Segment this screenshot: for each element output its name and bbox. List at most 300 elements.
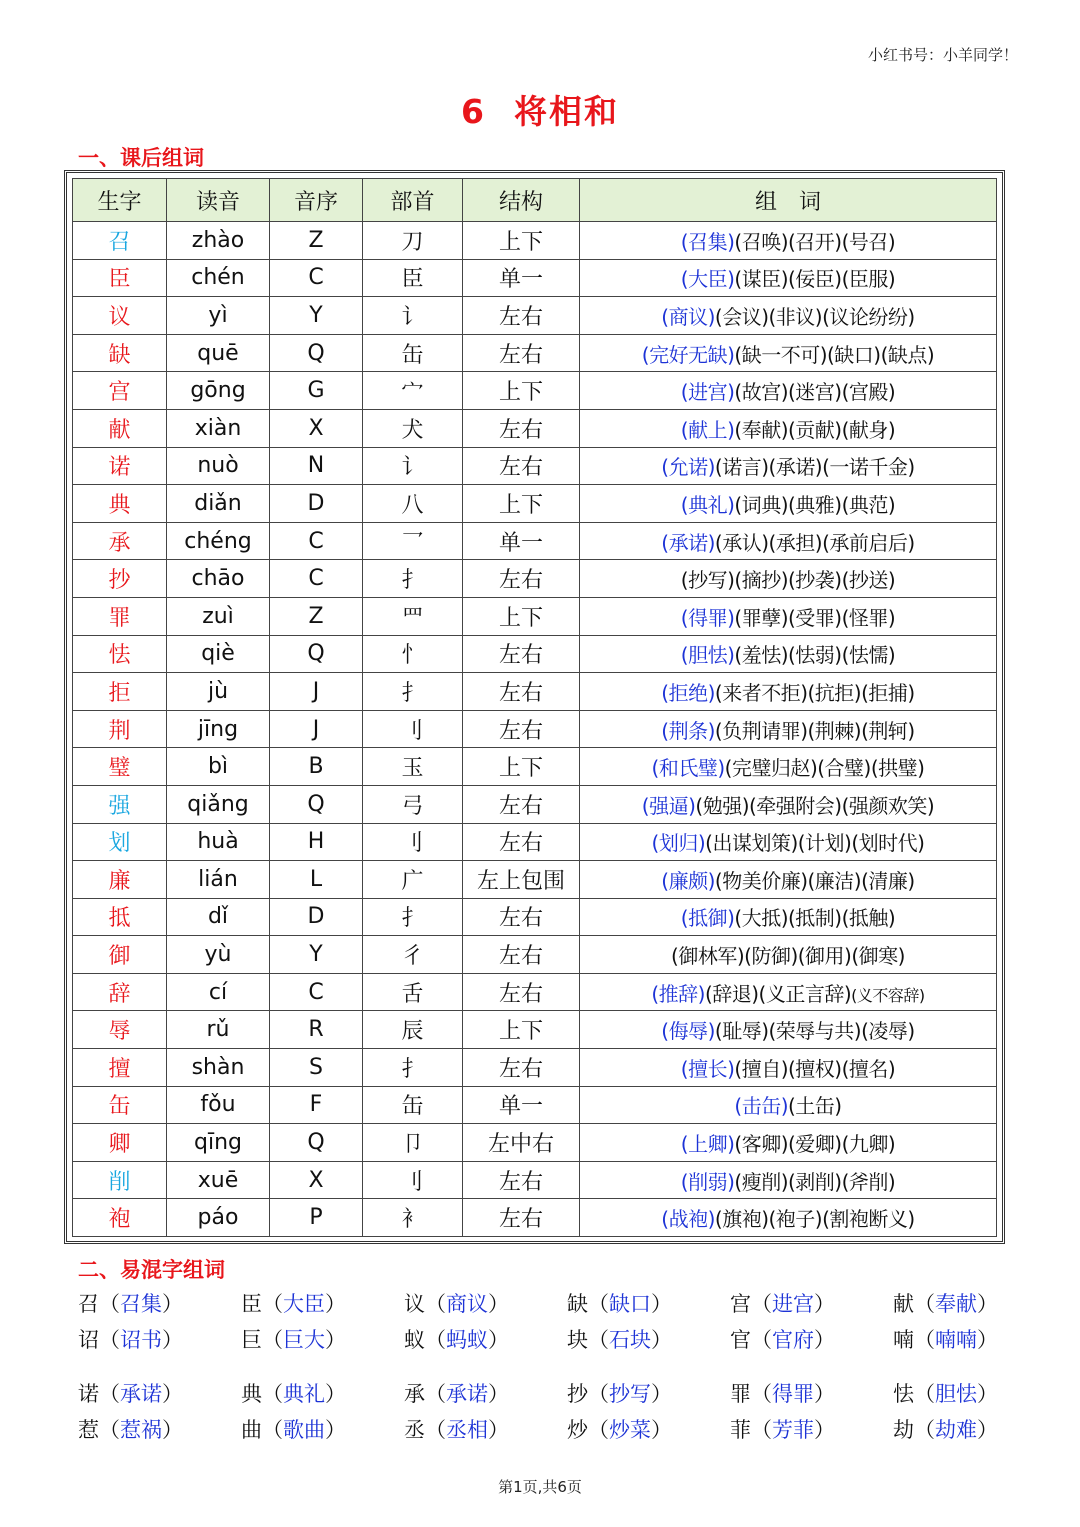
key-word: (擅长) — [680, 1056, 735, 1081]
paren-close: ） — [325, 1328, 346, 1352]
cell-structure: 左右 — [463, 447, 580, 485]
section-heading-2: 二、易混字组词 — [78, 1258, 225, 1282]
paren-open: （ — [751, 1328, 772, 1352]
paren-close: ） — [488, 1418, 509, 1442]
paren-close: ） — [162, 1292, 183, 1316]
cell-char: 召 — [73, 222, 167, 260]
other-words: (承认)(承担)(承前启后) — [714, 530, 915, 555]
cell-char: 献 — [73, 409, 167, 447]
cell-sequence: X — [270, 409, 363, 447]
cell-pinyin: páo — [167, 1199, 270, 1237]
paren-close: ） — [814, 1292, 835, 1316]
paren-close: ） — [977, 1382, 998, 1406]
cell-radical: 刀 — [363, 222, 463, 260]
cell-structure: 左右 — [463, 823, 580, 861]
cell-words — [580, 1124, 997, 1162]
paren-open: （ — [99, 1418, 120, 1442]
other-words: (会议)(非议)(议论纷纷) — [714, 304, 915, 329]
cell-pinyin: qiè — [167, 635, 270, 673]
other-words: (瘦削)(剥削)(斧削) — [734, 1169, 896, 1194]
cell-words — [580, 409, 997, 447]
confusable-word: 召集 — [120, 1292, 162, 1316]
cell-structure: 左右 — [463, 710, 580, 748]
page-footer: 第1页,共6页 — [498, 1478, 582, 1496]
cell-char: 削 — [73, 1161, 167, 1199]
cell-structure: 左右 — [463, 1161, 580, 1199]
other-words: (土缶) — [788, 1094, 842, 1119]
confusable-word: 抄写 — [609, 1382, 651, 1406]
table-row — [73, 222, 997, 260]
cell-sequence: S — [270, 1049, 363, 1087]
cell-sequence: G — [270, 372, 363, 410]
key-word: (侮辱) — [661, 1019, 715, 1044]
cell-pinyin: yì — [167, 297, 270, 335]
confusable-item — [893, 1286, 1056, 1322]
confusable-item — [730, 1412, 893, 1448]
cell-radical: 弓 — [363, 785, 463, 823]
cell-pinyin: chén — [167, 259, 270, 297]
confusable-word: 商议 — [446, 1292, 488, 1316]
confusable-word: 歌曲 — [283, 1418, 325, 1442]
other-words: (擅自)(擅权)(擅名) — [734, 1056, 896, 1081]
header-pinyin: 读音 — [167, 179, 270, 222]
confusable-word: 蚂蚁 — [446, 1328, 488, 1352]
confusable-item — [404, 1286, 567, 1322]
confusable-word: 承诺 — [120, 1382, 162, 1406]
confusable-char: 宫 — [730, 1292, 751, 1316]
paren-close: ） — [325, 1292, 346, 1316]
cell-radical: 乛 — [363, 522, 463, 560]
key-word: (得罪) — [680, 605, 735, 630]
cell-pinyin: fǒu — [167, 1086, 270, 1124]
paren-open: （ — [588, 1292, 609, 1316]
cell-radical: 衤 — [363, 1199, 463, 1237]
paren-open: （ — [99, 1328, 120, 1352]
header-char: 生字 — [73, 179, 167, 222]
confusable-char: 菲 — [730, 1418, 751, 1442]
confusable-char: 块 — [567, 1328, 588, 1352]
cell-structure: 单一 — [463, 522, 580, 560]
confusable-item — [893, 1322, 1056, 1358]
other-words: (耻辱)(荣辱与共)(凌辱) — [714, 1019, 915, 1044]
table-row — [73, 560, 997, 598]
confusable-word: 得罪 — [772, 1382, 814, 1406]
paren-close: ） — [488, 1382, 509, 1406]
cell-sequence: D — [270, 898, 363, 936]
table-row — [73, 1011, 997, 1049]
vocab-table-frame — [64, 170, 1005, 1244]
paren-close: ） — [162, 1418, 183, 1442]
cell-structure: 左右 — [463, 1199, 580, 1237]
table-row — [73, 748, 997, 786]
confusable-word: 丞相 — [446, 1418, 488, 1442]
other-words: (诺言)(承诺)(一诺千金) — [714, 455, 915, 480]
cell-radical: 广 — [363, 861, 463, 899]
table-row — [73, 297, 997, 335]
confusable-char: 献 — [893, 1292, 914, 1316]
cell-words — [580, 334, 997, 372]
confusable-char: 巨 — [241, 1328, 262, 1352]
paren-close: ） — [162, 1328, 183, 1352]
confusable-group-1 — [78, 1286, 1018, 1358]
cell-char: 缺 — [73, 334, 167, 372]
cell-radical: 讠 — [363, 297, 463, 335]
paren-close: ） — [651, 1292, 672, 1316]
confusable-char: 召 — [78, 1292, 99, 1316]
other-words: (奉献)(贡献)(献身) — [734, 417, 896, 442]
cell-words — [580, 748, 997, 786]
table-row — [73, 447, 997, 485]
confusable-item — [567, 1322, 730, 1358]
cell-char: 擅 — [73, 1049, 167, 1087]
table-row — [73, 936, 997, 974]
cell-structure: 左右 — [463, 560, 580, 598]
confusable-word: 胆怯 — [935, 1382, 977, 1406]
cell-radical: 罒 — [363, 597, 463, 635]
paren-open: （ — [751, 1292, 772, 1316]
confusable-item — [78, 1322, 241, 1358]
small-word: (义不容辞) — [851, 985, 925, 1005]
cell-sequence: Q — [270, 334, 363, 372]
confusable-group-2 — [78, 1376, 1018, 1448]
cell-pinyin: jīng — [167, 710, 270, 748]
cell-char: 荆 — [73, 710, 167, 748]
table-row — [73, 861, 997, 899]
confusable-char: 缺 — [567, 1292, 588, 1316]
cell-structure: 左右 — [463, 936, 580, 974]
key-word: (削弱) — [680, 1169, 735, 1194]
cell-char: 辞 — [73, 973, 167, 1011]
cell-sequence: Q — [270, 785, 363, 823]
cell-radical: 八 — [363, 485, 463, 523]
cell-words — [580, 861, 997, 899]
confusable-item — [730, 1286, 893, 1322]
cell-structure: 左右 — [463, 785, 580, 823]
other-words: (大抵)(抵制)(抵触) — [734, 906, 896, 931]
cell-char: 廉 — [73, 861, 167, 899]
cell-sequence: Q — [270, 1124, 363, 1162]
confusable-word: 劫难 — [935, 1418, 977, 1442]
paren-open: （ — [425, 1328, 446, 1352]
paren-close: ） — [814, 1418, 835, 1442]
cell-char: 承 — [73, 522, 167, 560]
cell-structure: 左右 — [463, 673, 580, 711]
table-row — [73, 334, 997, 372]
cell-structure: 左右 — [463, 297, 580, 335]
vocab-table — [72, 178, 997, 1237]
cell-radical: 玉 — [363, 748, 463, 786]
table-row — [73, 1199, 997, 1237]
cell-structure: 上下 — [463, 485, 580, 523]
cell-words — [580, 560, 997, 598]
key-word: (召集) — [680, 229, 735, 254]
paren-open: （ — [751, 1382, 772, 1406]
cell-char: 卿 — [73, 1124, 167, 1162]
cell-char: 划 — [73, 823, 167, 861]
confusable-item — [567, 1412, 730, 1448]
cell-sequence: Z — [270, 222, 363, 260]
paren-open: （ — [914, 1382, 935, 1406]
header-words: 组 词 — [580, 179, 997, 222]
confusable-char: 诺 — [78, 1382, 99, 1406]
cell-pinyin: qiǎng — [167, 785, 270, 823]
cell-radical: 臣 — [363, 259, 463, 297]
paren-close: ） — [488, 1292, 509, 1316]
cell-radical: 犬 — [363, 409, 463, 447]
other-words: (来者不拒)(抗拒)(拒捕) — [714, 680, 915, 705]
cell-words — [580, 1011, 997, 1049]
confusable-char: 典 — [241, 1382, 262, 1406]
cell-structure: 左上包围 — [463, 861, 580, 899]
other-words: (负荆请罪)(荆棘)(荆轲) — [714, 718, 915, 743]
other-words: (罪孽)(受罪)(怪罪) — [734, 605, 896, 630]
paren-close: ） — [814, 1382, 835, 1406]
confusable-word: 进宫 — [772, 1292, 814, 1316]
cell-words — [580, 1049, 997, 1087]
confusable-char: 抄 — [567, 1382, 588, 1406]
key-word: (大臣) — [680, 267, 735, 292]
cell-pinyin: jù — [167, 673, 270, 711]
cell-radical: 刂 — [363, 1161, 463, 1199]
cell-pinyin: chāo — [167, 560, 270, 598]
cell-words — [580, 823, 997, 861]
paren-open: （ — [914, 1418, 935, 1442]
confusable-word: 石块 — [609, 1328, 651, 1352]
paren-close: ） — [977, 1292, 998, 1316]
cell-structure: 左右 — [463, 898, 580, 936]
cell-radical: 扌 — [363, 673, 463, 711]
cell-char: 典 — [73, 485, 167, 523]
cell-char: 辱 — [73, 1011, 167, 1049]
paren-open: （ — [914, 1328, 935, 1352]
confusable-item — [241, 1376, 404, 1412]
table-row — [73, 1086, 997, 1124]
key-word: (允诺) — [661, 455, 715, 480]
cell-pinyin: nuò — [167, 447, 270, 485]
cell-char: 臣 — [73, 259, 167, 297]
cell-pinyin: xuē — [167, 1161, 270, 1199]
confusable-char: 怯 — [893, 1382, 914, 1406]
cell-char: 璧 — [73, 748, 167, 786]
cell-radical: 卩 — [363, 1124, 463, 1162]
cell-words — [580, 372, 997, 410]
cell-structure: 上下 — [463, 372, 580, 410]
cell-char: 拒 — [73, 673, 167, 711]
cell-radical: 扌 — [363, 560, 463, 598]
other-words: (辞退)(义正言辞) — [704, 981, 852, 1006]
table-row — [73, 485, 997, 523]
cell-structure: 左中右 — [463, 1124, 580, 1162]
key-word: (上卿) — [680, 1132, 735, 1157]
cell-structure: 左右 — [463, 1049, 580, 1087]
confusable-char: 臣 — [241, 1292, 262, 1316]
cell-pinyin: dǐ — [167, 898, 270, 936]
confusable-char: 蚁 — [404, 1328, 425, 1352]
confusable-char: 喃 — [893, 1328, 914, 1352]
paren-open: （ — [262, 1292, 283, 1316]
cell-pinyin: gōng — [167, 372, 270, 410]
cell-sequence: F — [270, 1086, 363, 1124]
confusable-item — [241, 1412, 404, 1448]
key-word: (拒绝) — [661, 680, 715, 705]
cell-words — [580, 259, 997, 297]
other-words: (旗袍)(袍子)(割袍断义) — [714, 1207, 915, 1232]
cell-char: 怯 — [73, 635, 167, 673]
confusable-item — [893, 1376, 1056, 1412]
account-label: 小红书号：小羊同学！ — [867, 46, 1018, 64]
cell-sequence: Q — [270, 635, 363, 673]
cell-char: 强 — [73, 785, 167, 823]
table-row — [73, 597, 997, 635]
other-words: (谋臣)(佞臣)(臣服) — [734, 267, 896, 292]
table-row — [73, 1161, 997, 1199]
other-words: (词典)(典雅)(典范) — [734, 492, 896, 517]
header-radical: 部首 — [363, 179, 463, 222]
cell-char: 抵 — [73, 898, 167, 936]
header-sequence: 音序 — [270, 179, 363, 222]
cell-char: 诺 — [73, 447, 167, 485]
paren-close: ） — [814, 1328, 835, 1352]
cell-radical: 扌 — [363, 898, 463, 936]
confusable-char: 劫 — [893, 1418, 914, 1442]
cell-sequence: J — [270, 673, 363, 711]
cell-pinyin: xiàn — [167, 409, 270, 447]
key-word: (强逼) — [641, 793, 696, 818]
key-word: (划归) — [651, 831, 706, 856]
cell-sequence: C — [270, 973, 363, 1011]
other-words: (出谋划策)(计划)(划时代) — [705, 831, 925, 856]
cell-pinyin: rǔ — [167, 1011, 270, 1049]
key-word: (击缶) — [734, 1094, 788, 1119]
cell-words — [580, 447, 997, 485]
cell-pinyin: qīng — [167, 1124, 270, 1162]
confusable-word: 缺口 — [609, 1292, 651, 1316]
header-structure: 结构 — [463, 179, 580, 222]
cell-sequence: C — [270, 560, 363, 598]
cell-sequence: B — [270, 748, 363, 786]
table-row — [73, 710, 997, 748]
cell-sequence: Z — [270, 597, 363, 635]
cell-pinyin: shàn — [167, 1049, 270, 1087]
cell-words — [580, 898, 997, 936]
cell-words — [580, 973, 997, 1011]
key-word: (荆条) — [661, 718, 715, 743]
table-row — [73, 823, 997, 861]
other-words: (抄写)(摘抄)(抄袭)(抄送) — [680, 568, 896, 593]
cell-char: 缶 — [73, 1086, 167, 1124]
other-words: (缺一不可)(缺口)(缺点) — [734, 342, 935, 367]
page-title — [0, 86, 1080, 133]
confusable-item — [404, 1412, 567, 1448]
confusable-item — [404, 1376, 567, 1412]
confusable-word: 炒菜 — [609, 1418, 651, 1442]
cell-pinyin: bì — [167, 748, 270, 786]
cell-pinyin: cí — [167, 973, 270, 1011]
paren-close: ） — [651, 1382, 672, 1406]
table-row — [73, 1124, 997, 1162]
other-words: (勉强)(牵强附会)(强颜欢笑) — [695, 793, 935, 818]
confusable-item — [730, 1376, 893, 1412]
confusable-word: 典礼 — [283, 1382, 325, 1406]
cell-words — [580, 1199, 997, 1237]
cell-pinyin: yù — [167, 936, 270, 974]
key-word: (完好无缺) — [641, 342, 735, 367]
cell-words — [580, 222, 997, 260]
cell-radical: 辰 — [363, 1011, 463, 1049]
cell-pinyin: chéng — [167, 522, 270, 560]
cell-sequence: N — [270, 447, 363, 485]
cell-words — [580, 297, 997, 335]
other-words: (召唤)(召开)(号召) — [734, 229, 896, 254]
confusable-item — [241, 1322, 404, 1358]
paren-open: （ — [588, 1382, 609, 1406]
paren-open: （ — [425, 1382, 446, 1406]
paren-close: ） — [162, 1382, 183, 1406]
cell-structure: 左右 — [463, 635, 580, 673]
cell-char: 抄 — [73, 560, 167, 598]
paren-close: ） — [977, 1328, 998, 1352]
confusable-char: 炒 — [567, 1418, 588, 1442]
cell-radical: 彳 — [363, 936, 463, 974]
key-word: (战袍) — [661, 1207, 715, 1232]
confusable-item — [78, 1286, 241, 1322]
confusable-item — [241, 1286, 404, 1322]
cell-structure: 上下 — [463, 1011, 580, 1049]
paren-open: （ — [914, 1292, 935, 1316]
paren-open: （ — [262, 1382, 283, 1406]
key-word: (商议) — [661, 304, 715, 329]
other-words: (御林军)(防御)(御用)(御寒) — [671, 944, 905, 969]
cell-radical: 刂 — [363, 823, 463, 861]
cell-words — [580, 1161, 997, 1199]
paren-close: ） — [325, 1418, 346, 1442]
cell-words — [580, 673, 997, 711]
cell-radical: 讠 — [363, 447, 463, 485]
cell-words — [580, 785, 997, 823]
table-row — [73, 259, 997, 297]
key-word: (胆怯) — [680, 643, 735, 668]
paren-close: ） — [977, 1418, 998, 1442]
confusable-char: 承 — [404, 1382, 425, 1406]
cell-words — [580, 485, 997, 523]
cell-radical: 刂 — [363, 710, 463, 748]
cell-structure: 左右 — [463, 334, 580, 372]
section-heading-1: 一、课后组词 — [78, 146, 204, 170]
table-row — [73, 898, 997, 936]
table-row — [73, 372, 997, 410]
cell-words — [580, 936, 997, 974]
key-word: (承诺) — [661, 530, 715, 555]
cell-sequence: C — [270, 522, 363, 560]
confusable-word: 大臣 — [283, 1292, 325, 1316]
confusable-item — [78, 1412, 241, 1448]
cell-structure: 左右 — [463, 973, 580, 1011]
confusable-word: 奉献 — [935, 1292, 977, 1316]
lesson-number: 6 — [461, 92, 486, 131]
cell-radical: 缶 — [363, 334, 463, 372]
cell-structure: 上下 — [463, 748, 580, 786]
paren-open: （ — [99, 1382, 120, 1406]
cell-sequence: J — [270, 710, 363, 748]
cell-pinyin: diǎn — [167, 485, 270, 523]
cell-pinyin: zuì — [167, 597, 270, 635]
cell-pinyin: zhào — [167, 222, 270, 260]
cell-sequence: R — [270, 1011, 363, 1049]
paren-open: （ — [99, 1292, 120, 1316]
cell-sequence: P — [270, 1199, 363, 1237]
cell-radical: 缶 — [363, 1086, 463, 1124]
other-words: (羞怯)(怯弱)(怯懦) — [734, 643, 896, 668]
